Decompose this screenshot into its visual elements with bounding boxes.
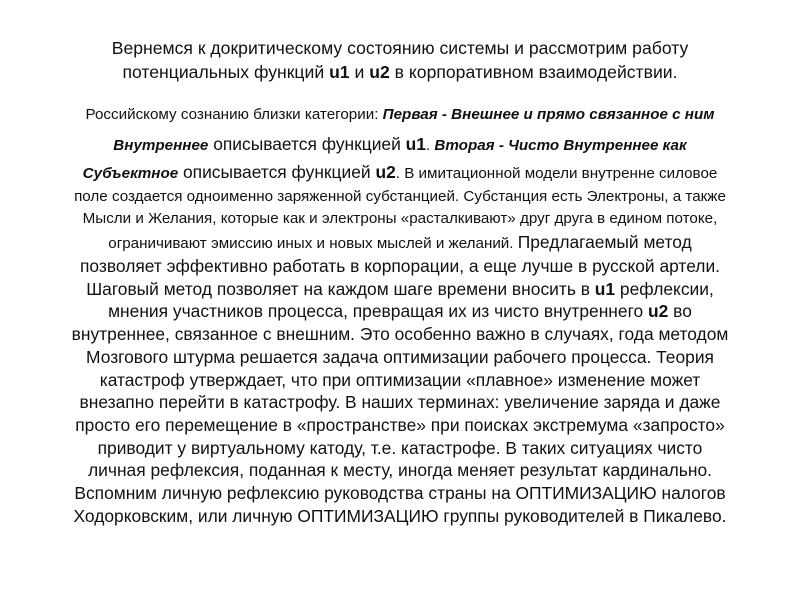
body-text: Предлагаемый метод [517, 231, 692, 252]
body-line: Мозгового штурма решается задача оптимизации рабочего процесса. Теория [86, 346, 714, 367]
body-line: внезапно перейти в катастрофу. В наших терминах: увеличение заряда и даже [79, 392, 721, 413]
body-text: мнения участников процесса, превращая их из чисто внутреннего [108, 301, 649, 322]
body-text: ограничивают эмиссию иных и новых мыслей и желаний. [108, 234, 518, 252]
body-line [14, 161, 786, 186]
body-text: . [425, 136, 435, 154]
body-line [14, 104, 786, 127]
body-line: поле создается одноименно заряженной субстанцией. Субстанция есть Электроны, а также [74, 187, 726, 205]
body-u2: u2 [375, 162, 396, 182]
body-emphasis: Субъектное [82, 165, 179, 182]
body-line: просто его перемещение в «пространстве» при поисках экстремума «запросто» [75, 414, 725, 435]
body-line [14, 278, 786, 301]
body-text: описывается функцией [208, 133, 406, 154]
body-line [14, 231, 786, 256]
body-u2: u2 [648, 301, 669, 322]
heading-line-2 [20, 60, 780, 84]
body-text: Российскому сознанию близки категории: [85, 106, 383, 123]
heading-text: потенциальных функций [122, 62, 330, 82]
body-text: . В имитационной модели внутренне силовое [395, 165, 718, 182]
body-text: Шаговый метод позволяет на каждом шаге времени вносить в [86, 278, 595, 299]
body-line: Вспомним личную рефлексию руководства страны на ОПТИМИЗАЦИЮ налогов [74, 483, 726, 504]
body-line: Ходорковским, или личную ОПТИМИЗАЦИЮ группы руководителей в Пикалево. [73, 505, 727, 526]
body-emphasis: Внутреннее [113, 136, 209, 154]
body-line: внутреннее, связанное с внешним. Это особенно важно в случаях, года методом [71, 324, 729, 345]
body-emphasis: Вторая - Чисто Внутреннее как [434, 136, 687, 154]
body-emphasis: Первая - Внешнее и прямо связанное с ним [382, 106, 715, 123]
body-line: приводит у виртуальному катоду, т.е. катастрофе. В таких ситуациях чисто [97, 437, 703, 458]
body-line [14, 300, 786, 323]
body-line: позволяет эффективно работать в корпорации, а еще лучше в русской артели. [80, 256, 720, 276]
body-line: Мысли и Желания, которые как и электроны «расталкивают» друг друга в едином потоке, [82, 210, 718, 227]
slide-heading [20, 36, 780, 84]
body-text: описывается функцией [178, 162, 376, 182]
heading-text: в корпоративном взаимодействии. [389, 62, 678, 82]
body-line [14, 133, 786, 158]
heading-line-1: Вернемся к докритическому состоянию системы и рассмотрим работу [111, 38, 689, 58]
heading-text: и [349, 62, 370, 82]
body-text: рефлексии, [615, 278, 714, 299]
heading-u1: u1 [329, 62, 350, 82]
body-u1: u1 [405, 133, 426, 154]
heading-u2: u2 [369, 62, 390, 82]
body-line: личная рефлексия, поданная к месту, иногда меняет результат кардинально. [88, 460, 712, 481]
body-line: катастроф утверждает, что при оптимизации «плавное» изменение может [99, 369, 701, 390]
slide-body-text [14, 104, 786, 527]
body-text: во [668, 301, 692, 322]
body-u1: u1 [594, 278, 616, 299]
